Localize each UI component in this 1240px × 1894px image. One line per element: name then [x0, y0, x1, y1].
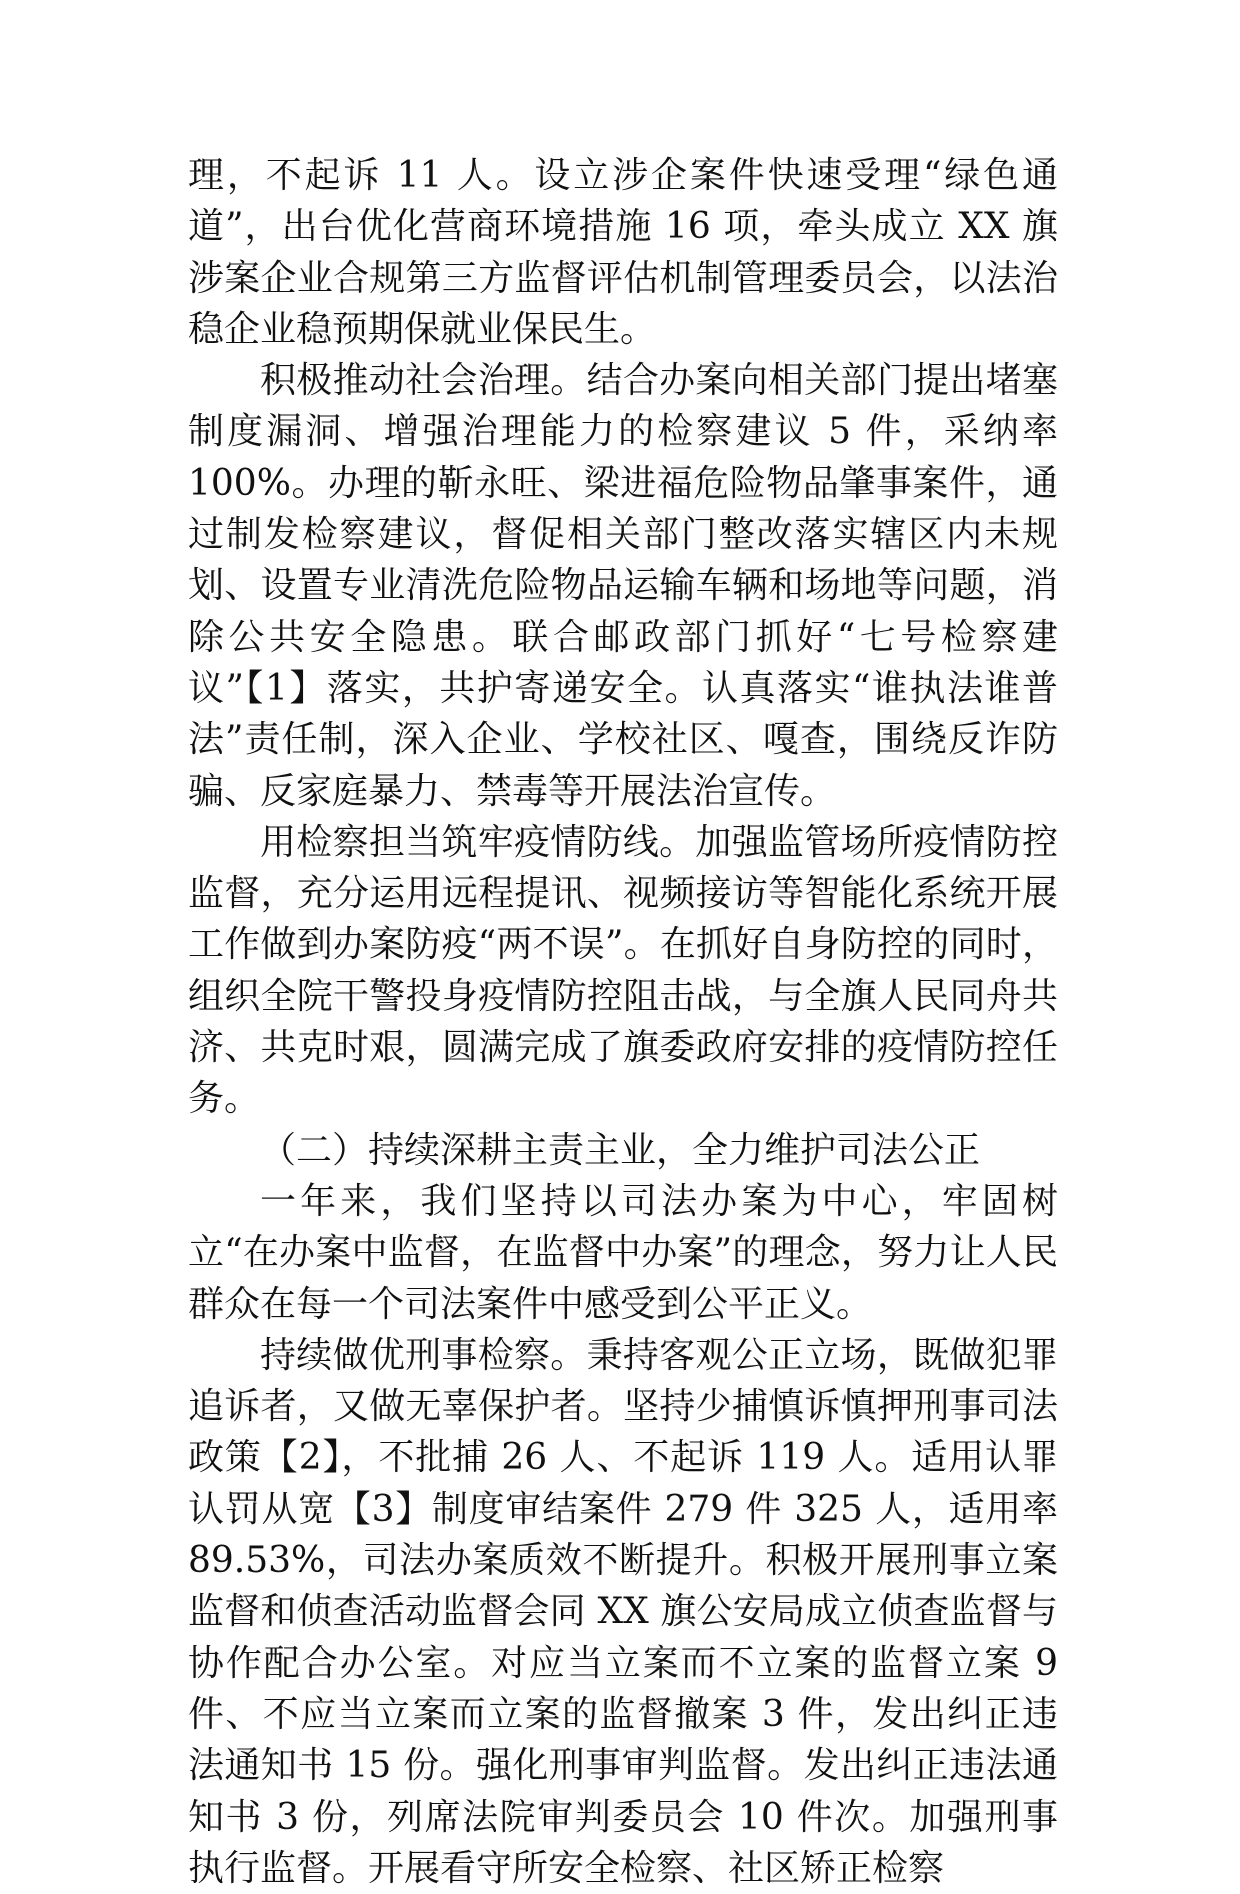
section-heading: （二）持续深耕主责主业，全力维护司法公正: [260, 1129, 981, 1171]
paragraph-criminal-procuratorate: 持续做优刑事检察。秉持客观公正立场，既做犯罪追诉者，又做无辜保护者。坚持少捕慎诉慎押刑事司法政策【2】，不批捕 26 人、不起诉 119 人。适用认罪认罚从宽【3】制度审结案件 279 件 325 人，适用率 89.53%，司法办案质效不断提升。积极开展刑事立案监督和侦查活动监督会同 XX 旗公安局成立侦查监督与协作配合办公室。对应当立案而不立案的监督立案 9 件、不应当立案而立案的监督撤案 3 件，发出纠正违法通知书 15 份。强化刑事审判监督。发出纠正违法通知书 3 份，列席法院审判委员会 10 件次。加强刑事执行监督。开展看守所安全检察、社区矫正检察: [188, 1334, 1058, 1889]
paragraph-continuation: 理，不起诉 11 人。设立涉企案件快速受理“绿色通道”，出台优化营商环境措施 16 项，牵头成立 XX 旗涉案企业合规第三方监督评估机制管理委员会，以法治稳企业稳预期保就业保民生。: [188, 155, 1058, 350]
paragraph-judicial-intro: 一年来，我们坚持以司法办案为中心，牢固树立“在办案中监督，在监督中办案”的理念，努力让人民群众在每一个司法案件中感受到公平正义。: [188, 1180, 1058, 1325]
paragraph-social-governance: 积极推动社会治理。结合办案向相关部门提出堵塞制度漏洞、增强治理能力的检察建议 5 件，采纳率 100%。办理的靳永旺、梁进福危险物品肇事案件，通过制发检察建议，督促相关部门整改落实辖区内未规划、设置专业清洗危险物品运输车辆和场地等问题，消除公共安全隐患。联合邮政部门抓好“七号检察建议”【1】落实，共护寄递安全。认真落实“谁执法谁普法”责任制，深入企业、学校社区、嘎查，围绕反诈防骗、反家庭暴力、禁毒等开展法治宣传。: [188, 360, 1058, 812]
document-body: [188, 150, 1058, 1894]
paragraph-epidemic-prevention: 用检察担当筑牢疫情防线。加强监管场所疫情防控监督，充分运用远程提讯、视频接访等智能化系统开展工作做到办案防疫“两不误”。在抓好自身防控的同时，组织全院干警投身疫情防控阻击战，与全旗人民同舟共济、共克时艰，圆满完成了旗委政府安排的疫情防控任务。: [188, 821, 1058, 1120]
